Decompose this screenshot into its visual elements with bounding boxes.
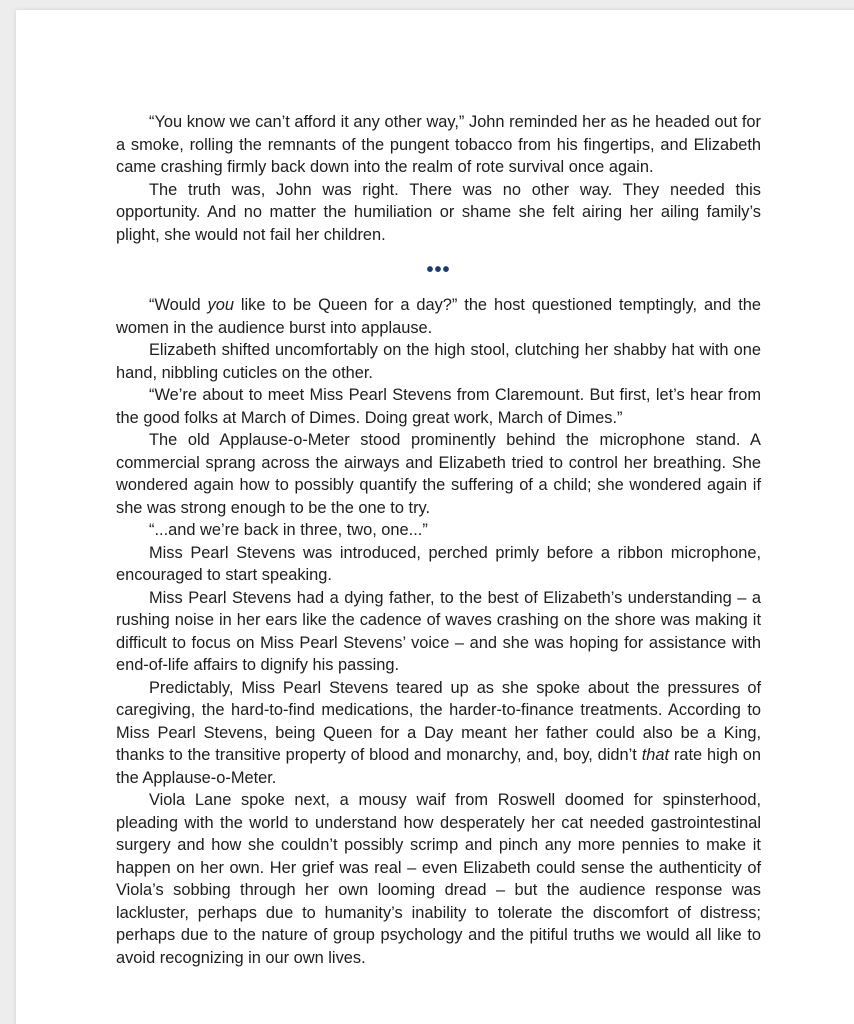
- paragraph-dying-father: Miss Pearl Stevens had a dying father, to the best of Elizabeth’s understanding – a rushing noise in her ears like the cadence of waves crashing on the shore was making it difficult to focus on Miss Pearl Stevens’ voice – and she was hoping for assistance with end-of-life affairs to dignify his passing.: [116, 588, 761, 674]
- paragraph-predictably: [116, 677, 761, 790]
- text-section-2: [116, 294, 761, 969]
- paragraph-john-reminded: “You know we can’t afford it any other way,” John reminded her as he headed out for a smoke, rolling the remnants of the pungent tobacco from his fingertips, and Elizabeth came crashing firmly back down into the realm of rote survival once again.: [116, 113, 761, 176]
- emphasis-text: you: [207, 296, 234, 314]
- emphasis-text: that: [641, 746, 670, 764]
- paragraph-queen-for-a-day: [116, 294, 761, 339]
- paragraph-truth-was: The truth was, John was right. There was no other way. They needed this opportunity. And no matter the humiliation or shame she felt airing her ailing family’s plight, she would not fail her children.: [116, 180, 761, 244]
- paragraph-countdown: “...and we’re back in three, two, one...”: [149, 521, 428, 539]
- paragraph-applause-o-meter: The old Applause-o-Meter stood prominently behind the microphone stand. A commercial sprang across the airways and Elizabeth tried to control her breathing. She wondered again how to possibly quantify the suffering of a child; she wondered again if she was strong enough to be the one to try.: [116, 431, 761, 517]
- text-section-1: [116, 111, 761, 246]
- text-run: Predictably, Miss Pearl Stevens teared up as she spoke about the pressures of caregiving, the hard-to-find medications, the harder-to-finance treatments. According to Miss Pearl Stevens, being Queen for a Day meant her father could also be a King, thanks to the transitive property of blood and monarchy, and, boy, didn’t: [116, 678, 761, 764]
- paragraph-pearl-introduced: Miss Pearl Stevens was introduced, perched primly before a ribbon microphone, encouraged to start speaking.: [116, 543, 761, 584]
- text-run: rate high on the Applause-o-Meter.: [116, 746, 762, 787]
- section-separator: •••: [426, 259, 451, 281]
- text-run: “Would: [149, 296, 208, 314]
- text-run: like to be Queen for a day?” the host questioned temptingly, and the women in the audience burst into applause.: [116, 296, 761, 337]
- paragraph-elizabeth-shifted: Elizabeth shifted uncomfortably on the high stool, clutching her shabby hat with one hand, nibbling cuticles on the other.: [116, 341, 761, 382]
- paragraph-viola-lane: Viola Lane spoke next, a mousy waif from Roswell doomed for spinsterhood, pleading with the world to understand how desperately her cat needed gastrointestinal surgery and how she couldn’t possibly scrimp and pinch any more pennies to make it happen on her own. Her grief was real – even Elizabeth could sense the authenticity of Viola’s sobbing through her own looming dread – but the audience response was lackluster, perhaps due to humanity’s inability to tolerate the discomfort of distress; perhaps due to the nature of group psychology and the pitiful truths we would all like to avoid recognizing in our own lives.: [116, 791, 761, 967]
- paragraph-miss-pearl-intro: “We’re about to meet Miss Pearl Stevens from Claremount. But first, let’s hear from the good folks at March of Dimes. Doing great work, March of Dimes.”: [116, 386, 761, 427]
